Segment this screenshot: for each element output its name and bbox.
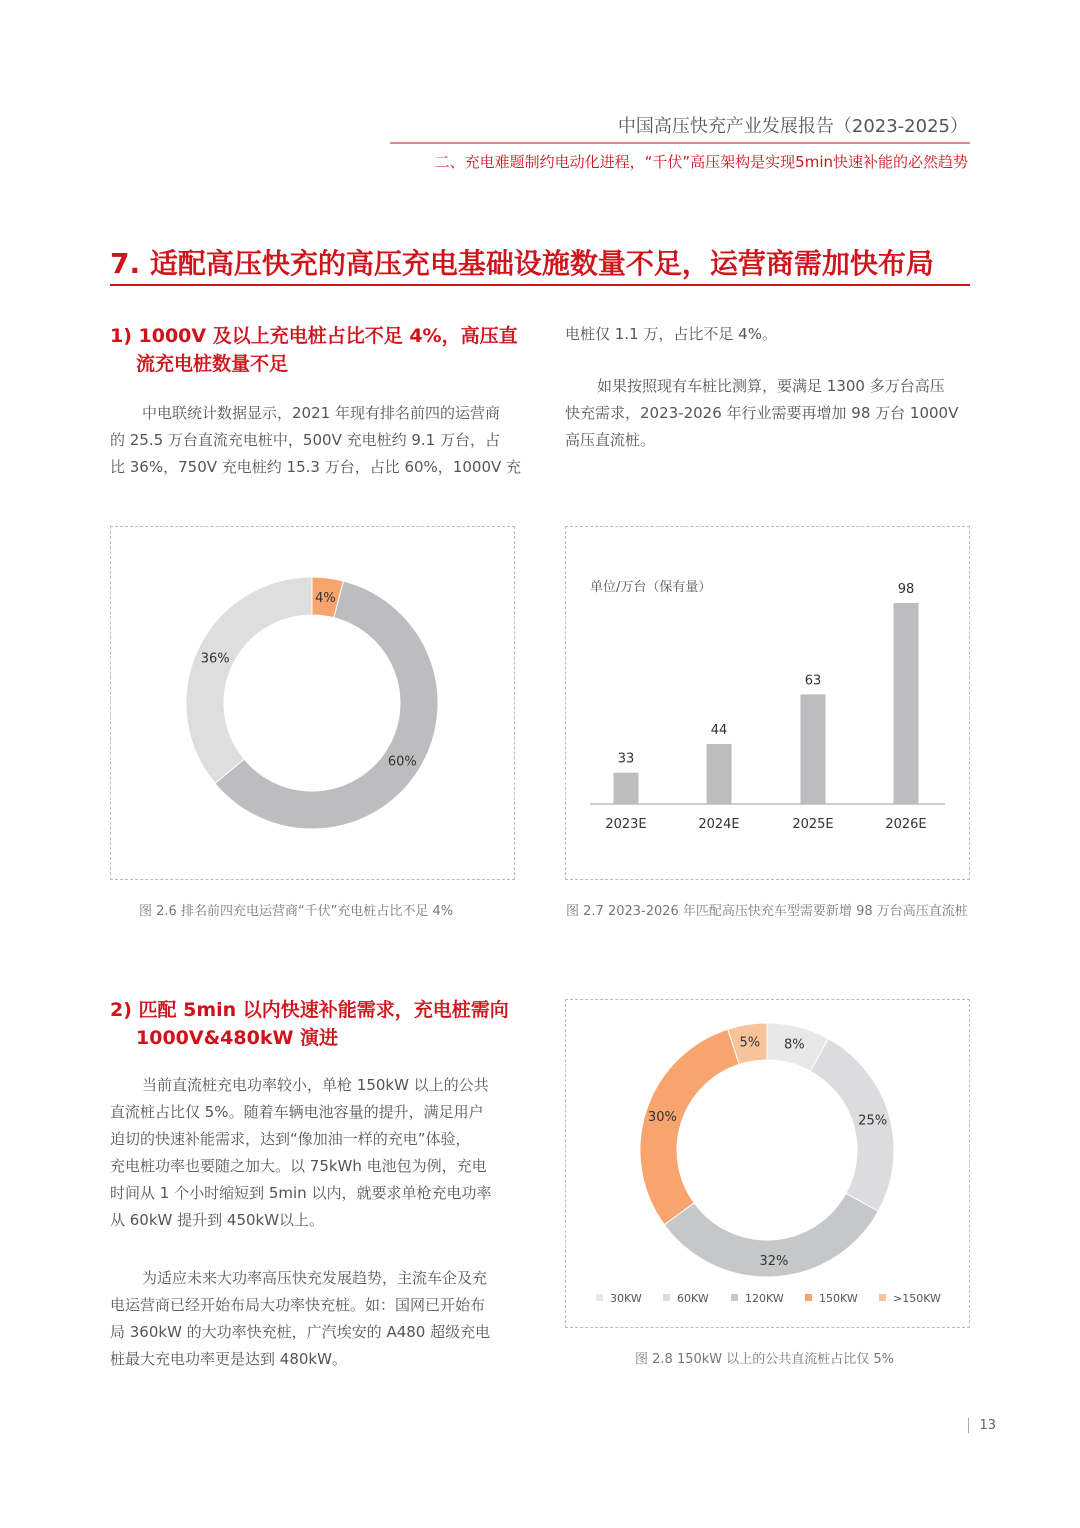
part2-paragraph1	[110, 1072, 515, 1234]
slice-label: 32%	[759, 1253, 789, 1269]
bar-2024E	[707, 744, 732, 804]
donut-slice-500V	[186, 577, 312, 783]
bar-2025E	[801, 694, 826, 804]
text-line: 充电桩功率也要随之加大。以 75kWh 电池包为例，充电	[110, 1157, 487, 1175]
text-line: 从 60kW 提升到 450kW以上。	[110, 1211, 325, 1229]
legend-swatch-120KW	[731, 1294, 738, 1301]
heading-line: 1) 1000V 及以上充电桩占比不足 4%，高压直	[110, 325, 518, 347]
figure-caption-2-8: 图 2.8 150kW 以上的公共直流桩占比仅 5%	[635, 1352, 895, 1367]
part2-paragraph2	[110, 1265, 515, 1373]
text-line: 中电联统计数据显示，2021 年现有排名前四的运营商	[142, 404, 500, 422]
slice-label: 8%	[784, 1037, 805, 1053]
legend-label: 60KW	[677, 1292, 709, 1305]
text-line: 直流桩占比仅 5%。随着车辆电池容量的提升，满足用户	[110, 1103, 484, 1121]
legend-label: 150KW	[819, 1292, 858, 1305]
text-line: 电运营商已经开始布局大功率快充桩。如：国网已开始布	[110, 1296, 486, 1314]
legend-swatch-150KW	[805, 1294, 812, 1301]
section-title: 7. 适配高压快充的高压充电基础设施数量不足，运营商需加快布局	[110, 247, 934, 280]
slice-label: 36%	[200, 651, 230, 667]
bar-2026E	[894, 603, 919, 804]
x-tick-label: 2025E	[792, 817, 834, 832]
slice-label: 60%	[387, 754, 417, 770]
bar-value-label: 44	[710, 722, 728, 738]
text-line: 当前直流桩充电功率较小，单枪 150kW 以上的公共	[142, 1076, 489, 1094]
legend-label: >150KW	[893, 1292, 941, 1305]
heading-line: 流充电桩数量不足	[136, 353, 289, 375]
legend-label: 120KW	[745, 1292, 784, 1305]
donut-slice-150KW	[640, 1029, 739, 1224]
legend-swatch-30KW	[596, 1294, 603, 1301]
x-tick-label: 2023E	[605, 817, 647, 832]
figure-caption-2-6: 图 2.6 排名前四充电运营商“千伏”充电桩占比不足 4%	[139, 904, 454, 919]
text-line: 电桩仅 1.1 万，占比不足 4%。	[565, 325, 777, 343]
chart-unit-label: 单位/万台（保有量）	[590, 580, 712, 595]
figure-caption-2-7: 图 2.7 2023-2026 年匹配高压快充车型需要新增 98 万台高压直流桩	[566, 904, 968, 919]
bar-value-label: 98	[897, 582, 915, 597]
text-line: 为适应未来大功率高压快充发展趋势，主流车企及充	[142, 1269, 488, 1287]
bar-2023E	[614, 773, 639, 804]
slice-label: 30%	[647, 1110, 677, 1126]
heading-line: 1000V&480kW 演进	[136, 1027, 339, 1049]
slice-label: 25%	[858, 1113, 888, 1129]
text-line: 如果按照现有车桩比测算，要满足 1300 多万台高压	[597, 377, 945, 395]
page-number: 13	[968, 1418, 996, 1433]
report-title: 中国高压快充产业发展报告（2023-2025）	[617, 116, 968, 137]
text-line: 的 25.5 万台直流充电桩中，500V 充电桩约 9.1 万台，占	[110, 431, 500, 449]
text-line: 比 36%，750V 充电桩约 15.3 万台，占比 60%，1000V 充	[110, 458, 522, 476]
text-line: 时间从 1 个小时缩短到 5min 以内，就要求单枪充电功率	[110, 1184, 492, 1202]
legend-swatch->150KW	[879, 1294, 886, 1301]
legend-label: 30KW	[610, 1292, 642, 1305]
legend-swatch-60KW	[663, 1294, 670, 1301]
x-tick-label: 2024E	[698, 817, 740, 832]
text-line: 桩最大充电功率更是达到 480kW。	[110, 1350, 347, 1368]
slice-label: 5%	[739, 1035, 761, 1051]
part2-heading	[110, 996, 509, 1052]
text-line: 快充需求，2023-2026 年行业需要再增加 98 万台 1000V	[565, 404, 959, 422]
text-line: 迫切的快速补能需求，达到“像加油一样的充电”体验，	[110, 1130, 471, 1148]
bar-value-label: 63	[804, 673, 822, 689]
bar-value-label: 33	[617, 751, 635, 767]
text-line: 高压直流桩。	[565, 431, 656, 449]
text-line: 局 360kW 的大功率快充桩，广汽埃安的 A480 超级充电	[110, 1323, 491, 1341]
chapter-title: 二、充电难题制约电动化进程，“千伏”高压架构是实现5min快速补能的必然趋势	[434, 153, 968, 171]
heading-line: 2) 匹配 5min 以内快速补能需求，充电桩需向	[110, 999, 509, 1021]
slice-label: 4%	[315, 590, 336, 606]
x-tick-label: 2026E	[885, 817, 927, 832]
